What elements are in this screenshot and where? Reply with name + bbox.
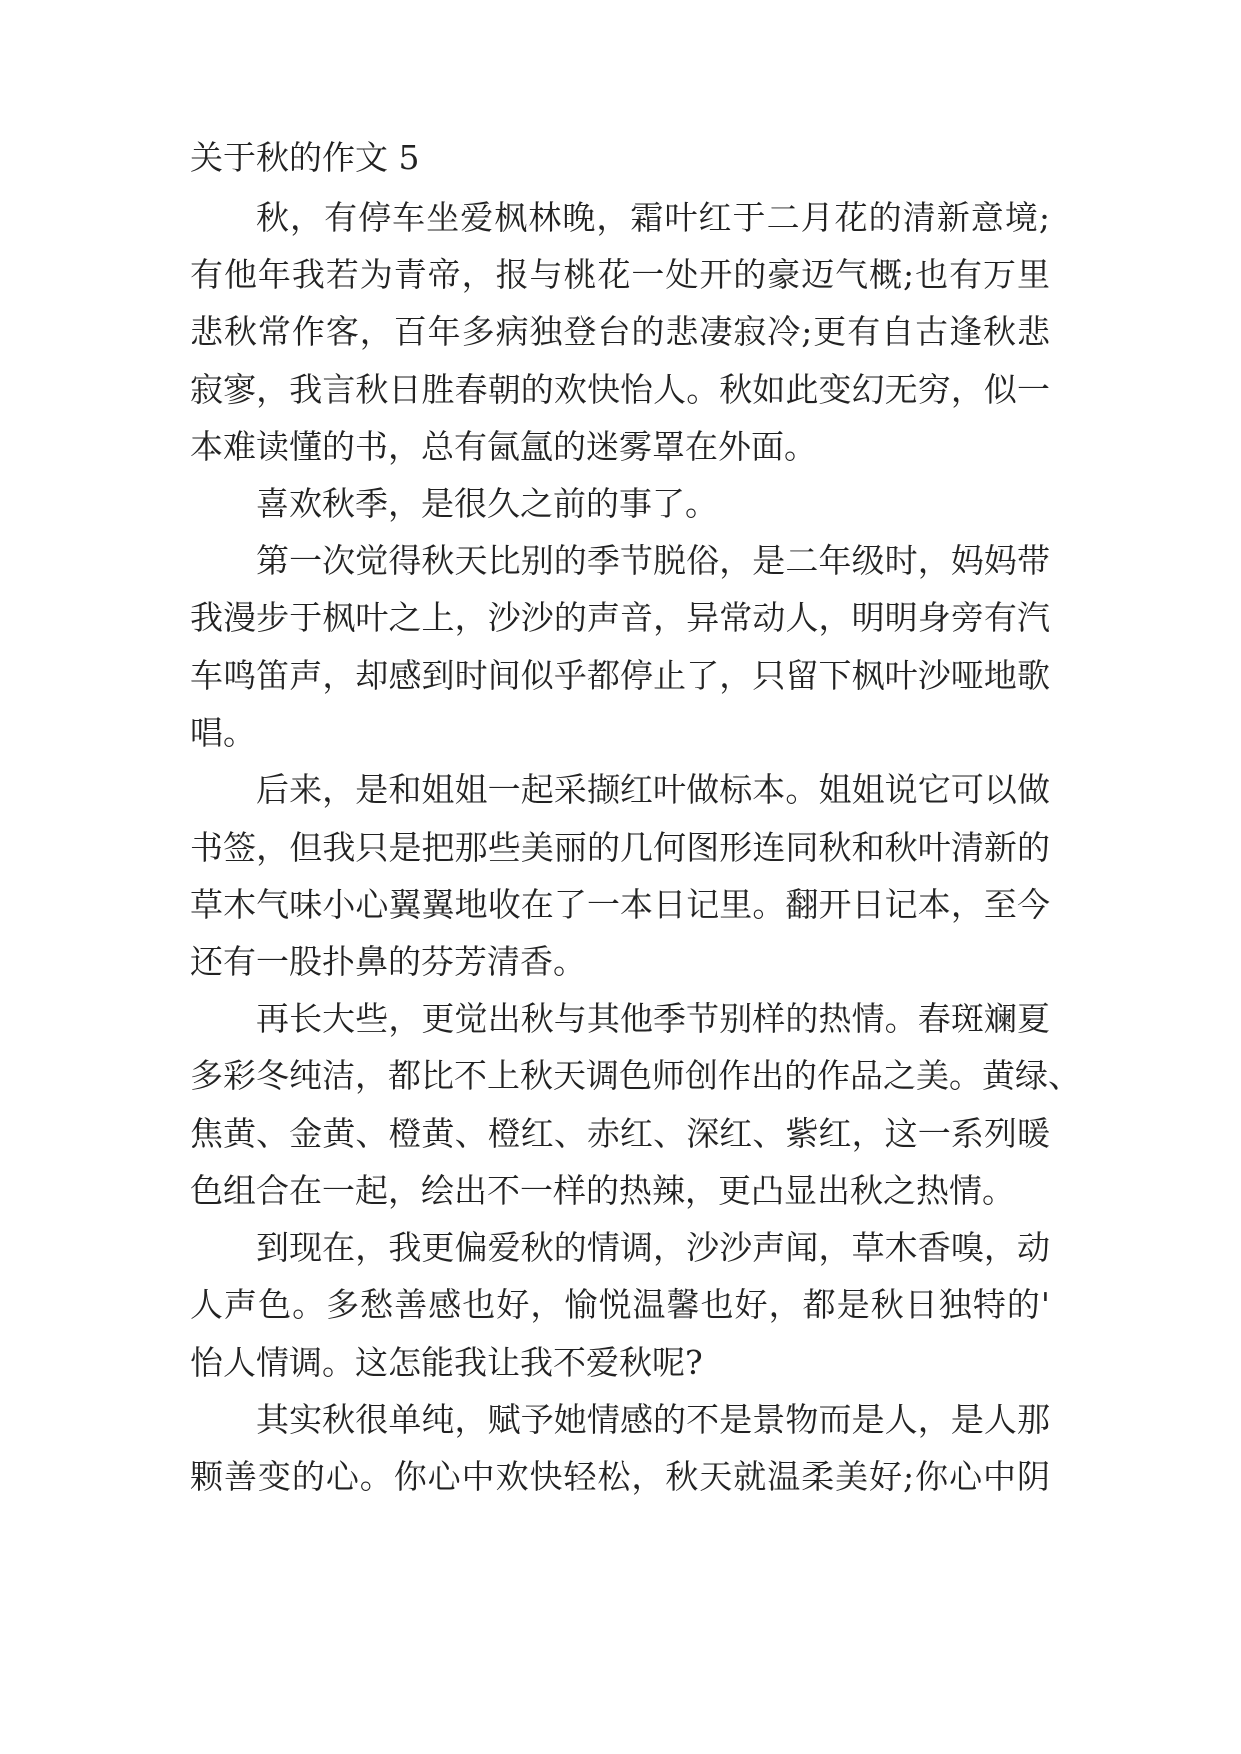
paragraph-line: 喜欢秋季，是很久之前的事了。 <box>256 484 718 523</box>
paragraph-line: 书签，但我只是把那些美丽的几何图形连同秋和秋叶清新的 <box>190 828 1050 867</box>
paragraph-line: 悲秋常作客，百年多病独登台的悲凄寂冷;更有自古逢秋悲 <box>190 312 1050 351</box>
paragraph-line: 颗善变的心。你心中欢快轻松，秋天就温柔美好;你心中阴 <box>190 1457 1050 1496</box>
paragraph-line: 其实秋很单纯，赋予她情感的不是景物而是人，是人那 <box>256 1400 1050 1439</box>
paragraph-line: 到现在，我更偏爱秋的情调，沙沙声闻，草木香嗅，动 <box>256 1228 1050 1267</box>
paragraph-line: 我漫步于枫叶之上，沙沙的声音，异常动人，明明身旁有汽 <box>190 598 1050 637</box>
paragraph-line: 本难读懂的书，总有氤氲的迷雾罩在外面。 <box>190 427 817 466</box>
paragraph-line: 第一次觉得秋天比别的季节脱俗，是二年级时，妈妈带 <box>256 541 1050 580</box>
paragraph-line: 怡人情调。这怎能我让我不爱秋呢? <box>190 1343 703 1382</box>
paragraph-line: 还有一股扑鼻的芬芳清香。 <box>190 942 586 981</box>
paragraph-line: 多彩冬纯洁，都比不上秋天调色师创作出的作品之美。黄绿、 <box>190 1056 1081 1095</box>
paragraph-line: 色组合在一起，绘出不一样的热辣，更凸显出秋之热情。 <box>190 1171 1015 1210</box>
paragraph-line: 寂寥，我言秋日胜春朝的欢快怡人。秋如此变幻无穷，似一 <box>190 370 1050 409</box>
paragraph-line: 秋，有停车坐爱枫林晚，霜叶红于二月花的清新意境; <box>256 198 1050 237</box>
paragraph-line: 后来，是和姐姐一起采撷红叶做标本。姐姐说它可以做 <box>256 770 1050 809</box>
paragraph-line: 人声色。多愁善感也好，愉悦温馨也好，都是秋日独特的' <box>190 1285 1050 1324</box>
document-title: 关于秋的作文 5 <box>190 138 420 177</box>
paragraph-line: 焦黄、金黄、橙黄、橙红、赤红、深红、紫红，这一系列暖 <box>190 1114 1050 1153</box>
paragraph-line: 草木气味小心翼翼地收在了一本日记里。翻开日记本，至今 <box>190 885 1050 924</box>
paragraph-line: 唱。 <box>190 713 256 752</box>
paragraph-line: 再长大些，更觉出秋与其他季节别样的热情。春斑斓夏 <box>256 999 1050 1038</box>
paragraph-line: 有他年我若为青帝，报与桃花一处开的豪迈气概;也有万里 <box>190 255 1050 294</box>
paragraph-line: 车鸣笛声，却感到时间似乎都停止了，只留下枫叶沙哑地歌 <box>190 656 1050 695</box>
